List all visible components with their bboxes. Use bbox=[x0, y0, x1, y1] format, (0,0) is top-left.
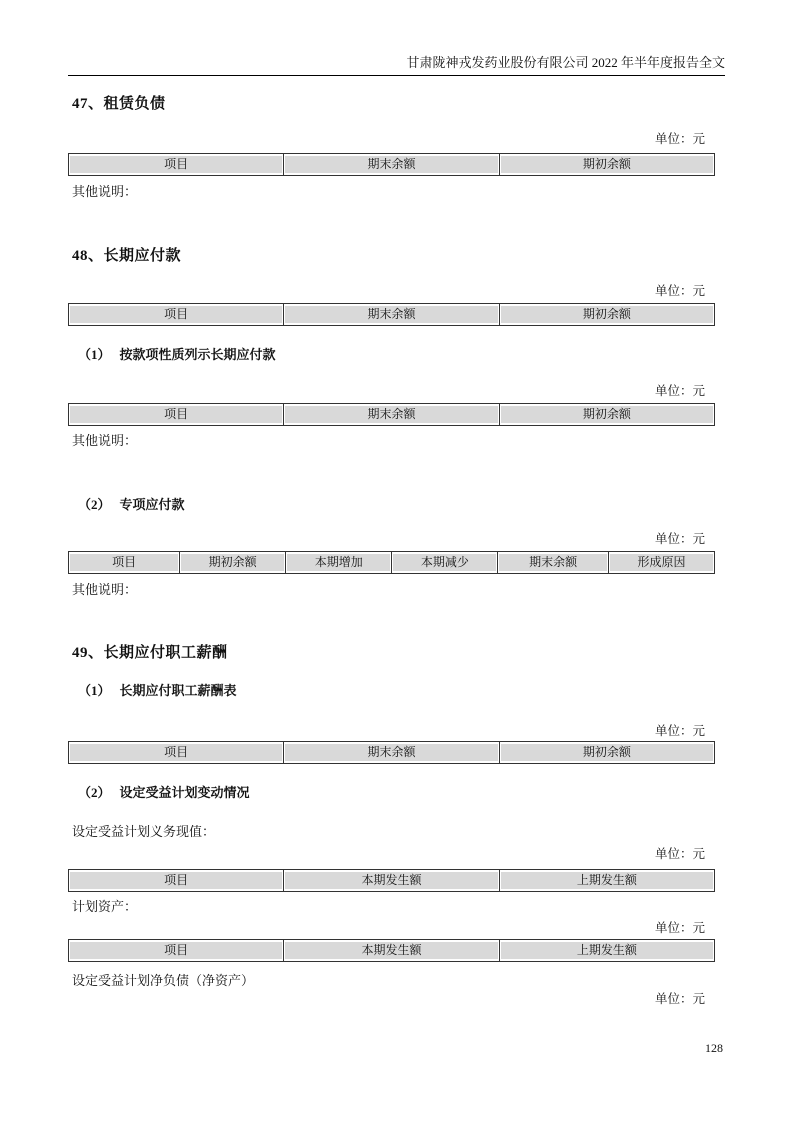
obligation-present-value-label: 设定受益计划义务现值： bbox=[72, 824, 216, 839]
unit-label: 单位：元 bbox=[654, 132, 705, 146]
subsection-text: 按款项性质列示长期应付款 bbox=[119, 347, 276, 362]
table-header-cell: 期初余额 bbox=[500, 154, 714, 175]
subsection-text: 设定受益计划变动情况 bbox=[119, 785, 250, 800]
unit-label: 单位：元 bbox=[654, 921, 705, 935]
unit-label: 单位：元 bbox=[654, 847, 705, 861]
table-header-cell: 期末余额 bbox=[284, 304, 499, 325]
unit-label: 单位：元 bbox=[654, 384, 705, 398]
report-page bbox=[68, 0, 725, 1055]
subsection-48-1-title bbox=[68, 348, 725, 362]
section-48-title: 48、长期应付款 bbox=[72, 248, 182, 264]
plan-assets-label: 计划资产： bbox=[72, 899, 138, 914]
other-notes-label: 其他说明： bbox=[72, 433, 138, 448]
table-49-2-plan-assets bbox=[68, 939, 715, 962]
net-liability-label: 设定受益计划净负债（净资产） bbox=[72, 973, 255, 988]
subsection-number: （1） bbox=[78, 683, 111, 698]
table-header-cell: 期末余额 bbox=[284, 742, 499, 763]
subsection-text: 专项应付款 bbox=[119, 497, 185, 512]
table-47-lease-liabilities bbox=[68, 153, 715, 176]
other-notes-label: 其他说明： bbox=[72, 582, 138, 597]
table-header-cell: 项目 bbox=[69, 742, 284, 763]
table-49-2-obligation bbox=[68, 869, 715, 892]
table-header-cell: 上期发生额 bbox=[500, 940, 714, 961]
table-header-cell: 期初余额 bbox=[500, 304, 714, 325]
table-header-cell: 项目 bbox=[69, 870, 284, 891]
table-header-cell: 期末余额 bbox=[284, 154, 499, 175]
table-header-cell: 项目 bbox=[69, 304, 284, 325]
table-48-2-special-payables bbox=[68, 551, 715, 574]
subsection-48-2-title bbox=[68, 498, 725, 512]
section-49-title: 49、长期应付职工薪酬 bbox=[72, 645, 228, 661]
subsection-number: （2） bbox=[78, 785, 111, 800]
subsection-49-2-title bbox=[68, 786, 725, 800]
table-49-1-long-term-payroll bbox=[68, 741, 715, 764]
running-header: 甘肃陇神戎发药业股份有限公司 2022 年半年度报告全文 bbox=[68, 0, 725, 76]
section-47-title: 47、租赁负债 bbox=[72, 96, 166, 112]
table-header-cell: 项目 bbox=[69, 404, 284, 425]
table-48-long-term-payables bbox=[68, 303, 715, 326]
table-header-cell: 期末余额 bbox=[498, 552, 609, 573]
other-notes-label: 其他说明： bbox=[72, 184, 138, 199]
table-header-cell: 形成原因 bbox=[609, 552, 714, 573]
table-header-cell: 上期发生额 bbox=[500, 870, 714, 891]
table-header-cell: 项目 bbox=[69, 940, 284, 961]
subsection-number: （1） bbox=[78, 347, 111, 362]
table-header-cell: 本期减少 bbox=[392, 552, 498, 573]
subsection-text: 长期应付职工薪酬表 bbox=[119, 683, 237, 698]
unit-label: 单位：元 bbox=[654, 992, 705, 1006]
table-header-cell: 项目 bbox=[69, 154, 284, 175]
table-header-cell: 本期发生额 bbox=[284, 940, 499, 961]
table-header-cell: 期末余额 bbox=[284, 404, 499, 425]
table-48-1-payables-by-nature bbox=[68, 403, 715, 426]
unit-label: 单位：元 bbox=[654, 284, 705, 298]
unit-label: 单位：元 bbox=[654, 724, 705, 738]
table-header-cell: 本期增加 bbox=[286, 552, 392, 573]
table-header-cell: 期初余额 bbox=[180, 552, 286, 573]
table-header-cell: 期初余额 bbox=[500, 404, 714, 425]
unit-label: 单位：元 bbox=[654, 532, 705, 546]
subsection-number: （2） bbox=[78, 497, 111, 512]
page-number: 128 bbox=[705, 1041, 723, 1055]
subsection-49-1-title bbox=[68, 684, 725, 698]
table-header-cell: 期初余额 bbox=[500, 742, 714, 763]
table-header-cell: 本期发生额 bbox=[284, 870, 499, 891]
table-header-cell: 项目 bbox=[69, 552, 180, 573]
